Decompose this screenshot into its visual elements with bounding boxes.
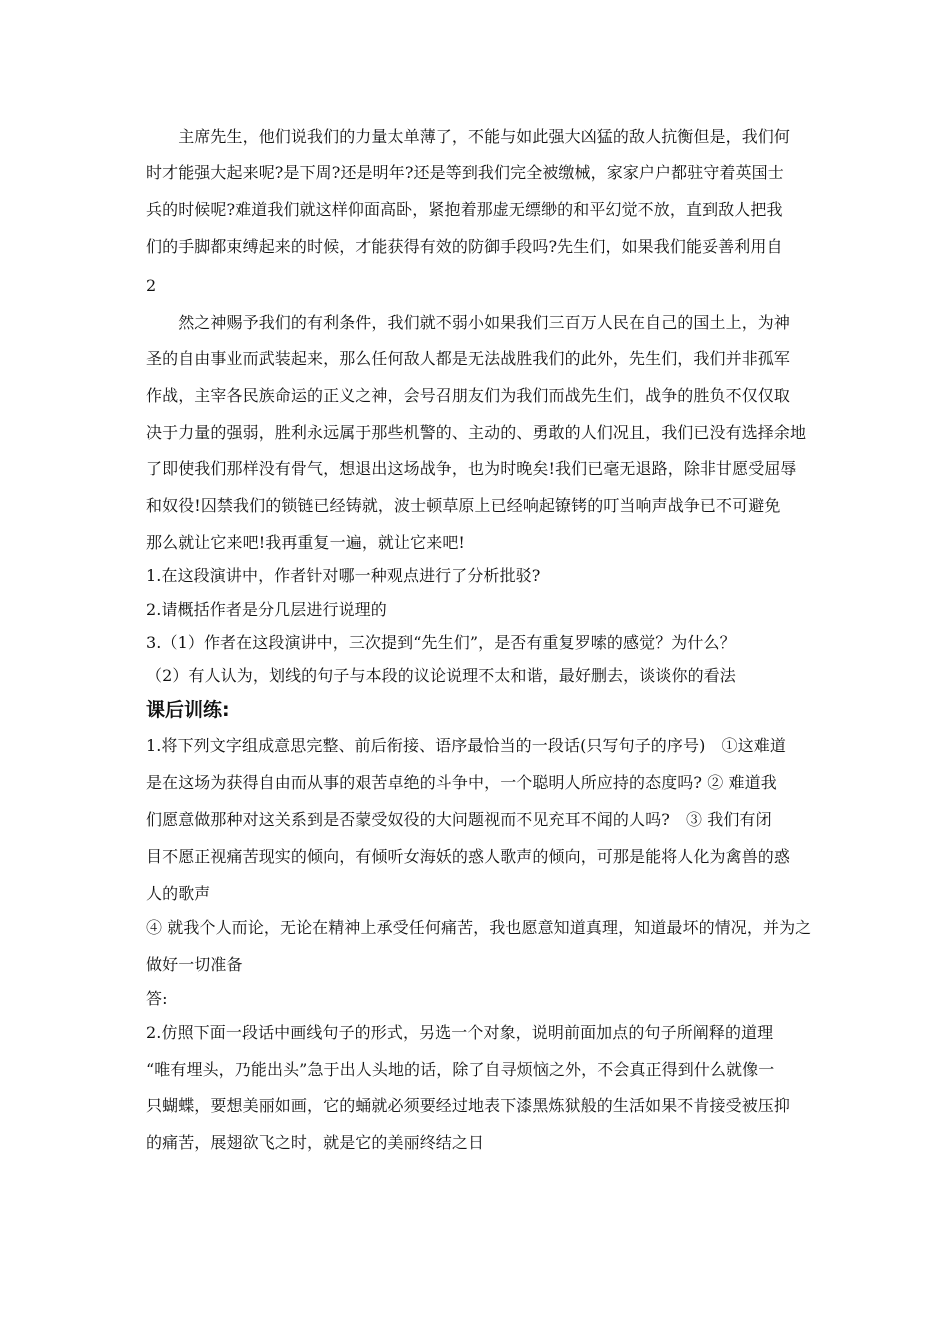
passage-line: 时才能强大起来呢?是下周?还是明年?还是等到我们完全被缴械，家家户户都驻守着英国士 (146, 163, 784, 182)
passage-line: 兵的时候呢?难道我们就这样仰面高卧，紧抱着那虚无缥缈的和平幻觉不放，直到敌人把我 (146, 200, 783, 219)
passage-line: 然之神赐予我们的有利条件，我们就不弱小如果我们三百万人民在自己的国土上，为神 (146, 313, 791, 332)
passage-line: 决于力量的强弱，胜利永远属于那些机警的、主动的、勇敢的人们况且，我们已没有选择余地 (146, 423, 807, 442)
exercise-line: 的痛苦，展翅欲飞之时，就是它的美丽终结之日 (146, 1133, 485, 1152)
question-1: 1.在这段演讲中，作者针对哪一种观点进行了分析批驳? (146, 566, 541, 585)
passage-line: 那么就让它来吧!我再重复一遍，就让它来吧! (146, 533, 465, 552)
exercise-line: 2.仿照下面一段话中画线句子的形式，另选一个对象，说明前面加点的句子所阐释的道理 (146, 1023, 774, 1042)
section-heading: 课后训练: (146, 699, 230, 721)
question-3-1: 3.（1）作者在这段演讲中，三次提到“先生们”，是否有重复罗嗦的感觉？为什么？ (146, 633, 736, 652)
passage-line: 了即使我们那样没有骨气，想退出这场战争，也为时晚矣!我们已毫无退路，除非甘愿受屈辱 (146, 459, 797, 478)
exercise-line: 做好一切准备 (146, 955, 243, 974)
exercise-line: 1.将下列文字组成意思完整、前后衔接、语序最恰当的一段话(只写句子的序号) ①这难道 (146, 736, 786, 755)
page-number: 2 (146, 276, 157, 295)
passage-line: 主席先生，他们说我们的力量太单薄了，不能与如此强大凶猛的敌人抗衡但是，我们何 (146, 127, 791, 146)
question-3-2: （2）有人认为，划线的句子与本段的议论说理不太和谐，最好删去，谈谈你的看法 (146, 666, 736, 685)
exercise-line: 人的歌声 (146, 884, 211, 903)
exercise-line: 们愿意做那种对这关系到是否蒙受奴役的大问题视而不见充耳不闻的人吗? ③ 我们有闭 (146, 810, 772, 829)
exercise-line: 目不愿正视痛苦现实的倾向，有倾听女海妖的惑人歌声的倾向，可那是能将人化为禽兽的惑 (146, 847, 791, 866)
exercise-line: ④ 就我个人而论，无论在精神上承受任何痛苦，我也愿意知道真理，知道最坏的情况，并为之 (146, 918, 812, 937)
exercise-line: “唯有埋头，乃能出头”急于出人头地的话，除了自寻烦恼之外，不会真正得到什么就像一 (146, 1060, 775, 1079)
passage-line: 圣的自由事业而武装起来，那么任何敌人都是无法战胜我们的此外，先生们，我们并非孤军 (146, 349, 791, 368)
exercise-line: 只蝴蝶，要想美丽如画，它的蛹就必须要经过地表下漆黑炼狱般的生活如果不肯接受被压抑 (146, 1096, 791, 1115)
passage-line: 们的手脚都束缚起来的时候，才能获得有效的防御手段吗?先生们，如果我们能妥善利用自 (146, 237, 783, 256)
answer-label: 答: (146, 989, 168, 1008)
exercise-line: 是在这场为获得自由而从事的艰苦卓绝的斗争中，一个聪明人所应持的态度吗? ② 难道我 (146, 773, 777, 792)
passage-line: 作战，主宰各民族命运的正义之神，会号召朋友们为我们而战先生们，战争的胜负不仅仅取 (146, 386, 791, 405)
question-2: 2.请概括作者是分几层进行说理的 (146, 600, 387, 619)
passage-line: 和奴役!囚禁我们的锁链已经铸就，波士顿草原上已经响起镣铐的叮当响声战争已不可避免 (146, 496, 781, 515)
